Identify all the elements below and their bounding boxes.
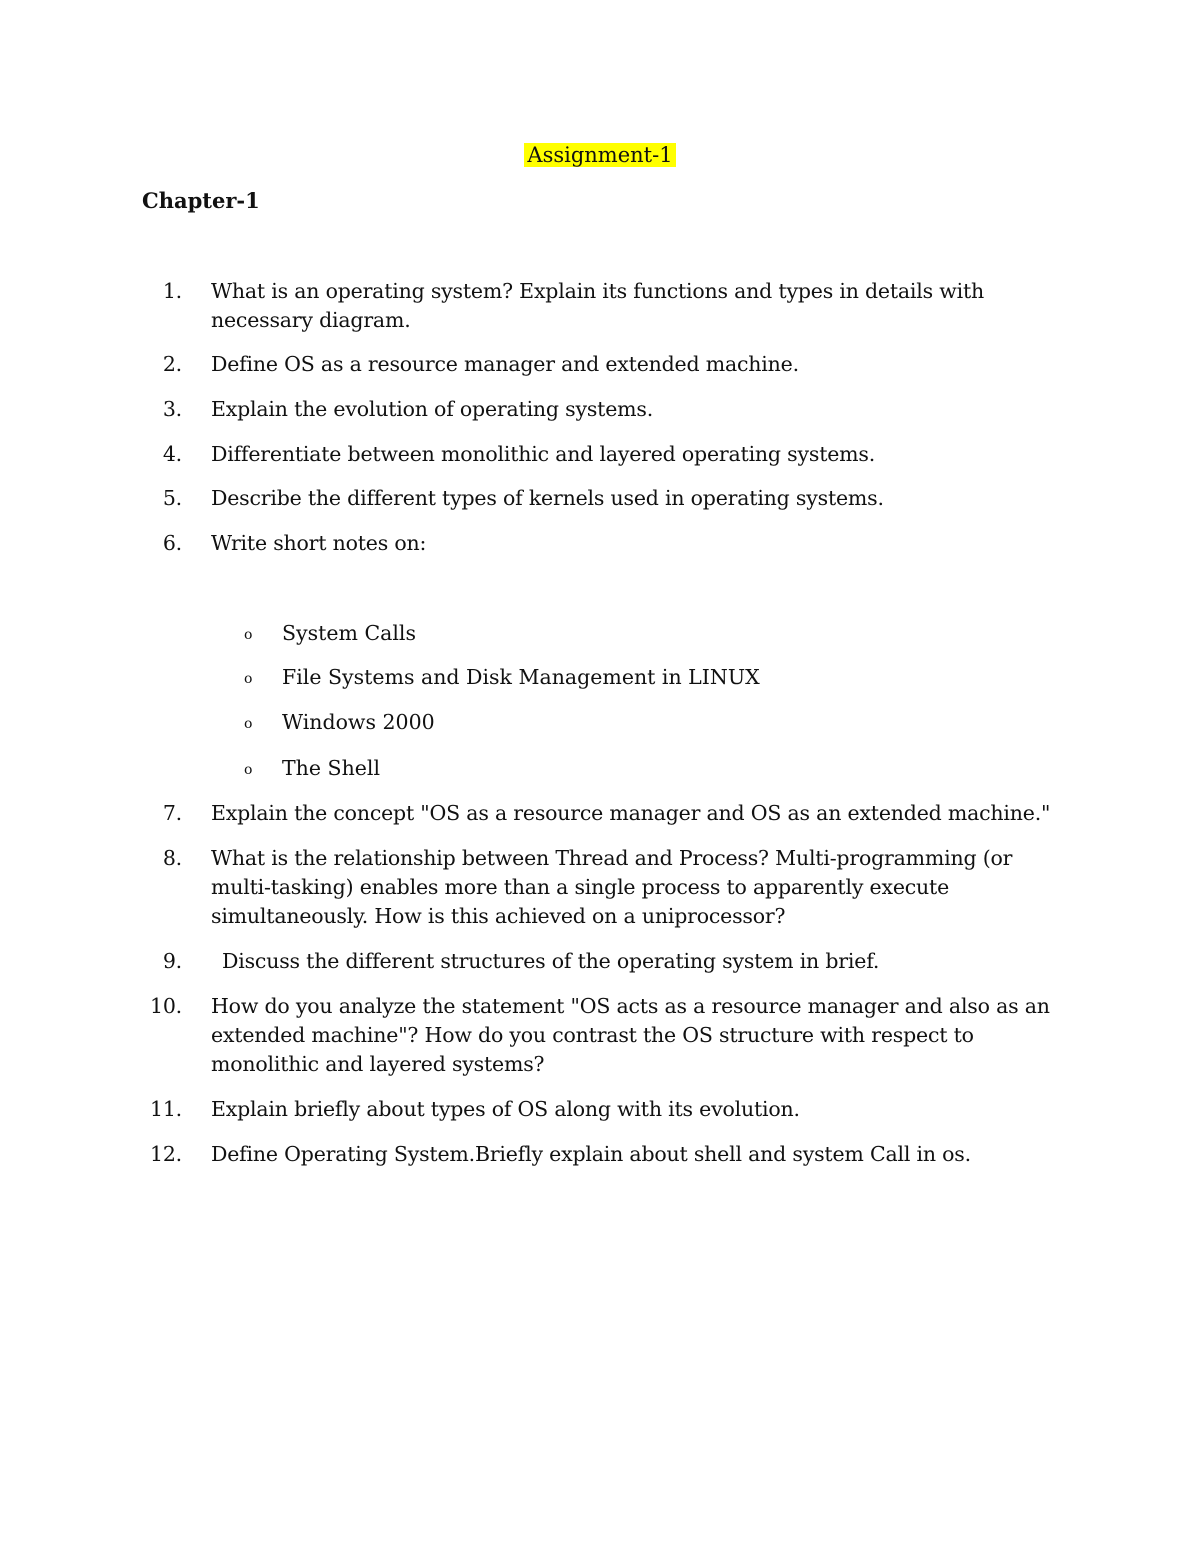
assignment-title-highlight: Assignment-1 bbox=[524, 143, 675, 167]
question-text: What is an operating system? Explain its functions and types in details with necessary diagram. bbox=[211, 279, 985, 332]
question-number: 2. bbox=[162, 352, 182, 376]
question-text: Explain the concept "OS as a resource manager and OS as an extended machine." bbox=[211, 801, 1051, 825]
question-text: Describe the different types of kernels used in operating systems. bbox=[211, 486, 884, 510]
question-number: 1. bbox=[162, 279, 182, 303]
question-number: 8. bbox=[162, 846, 182, 870]
question-number: 7. bbox=[162, 801, 182, 825]
question-number: 12. bbox=[149, 1142, 182, 1166]
chapter-heading: Chapter-1 bbox=[142, 188, 260, 213]
question-text: Explain the evolution of operating systems. bbox=[211, 397, 654, 421]
question-text: Discuss the different structures of the operating system in brief. bbox=[222, 949, 880, 973]
question-text: How do you analyze the statement "OS acts as a resource manager and also as an extended machine"? How do you contrast the OS structure with respect to monolithic and layered systems? bbox=[211, 994, 1050, 1076]
short-note-text: System Calls bbox=[282, 621, 417, 645]
question-number: 6. bbox=[162, 531, 182, 555]
question-number: 5. bbox=[162, 486, 182, 510]
bullet-marker: o bbox=[244, 716, 253, 732]
short-note-text: File Systems and Disk Management in LINUX bbox=[282, 665, 760, 689]
question-text: Define OS as a resource manager and extended machine. bbox=[211, 352, 799, 376]
question-text: Explain briefly about types of OS along with its evolution. bbox=[211, 1097, 800, 1121]
short-note-text: Windows 2000 bbox=[282, 710, 435, 734]
question-text: Write short notes on: bbox=[211, 531, 427, 555]
bullet-marker: o bbox=[244, 671, 253, 687]
question-number: 3. bbox=[162, 397, 182, 421]
bullet-marker: o bbox=[244, 762, 253, 778]
bullet-marker: o bbox=[244, 627, 253, 643]
question-text: What is the relationship between Thread and Process? Multi-programming (or multi-tasking) enables more than a single process to apparently execute simultaneously. How is this achieved on a uniprocessor? bbox=[211, 846, 1013, 928]
question-number: 4. bbox=[162, 442, 182, 466]
short-note-text: The Shell bbox=[282, 756, 381, 780]
question-number: 9. bbox=[162, 949, 182, 973]
question-number: 11. bbox=[149, 1097, 182, 1121]
question-text: Differentiate between monolithic and layered operating systems. bbox=[211, 442, 876, 466]
assignment-title bbox=[0, 141, 1200, 169]
question-number: 10. bbox=[149, 994, 182, 1018]
question-text: Define Operating System.Briefly explain about shell and system Call in os. bbox=[211, 1142, 971, 1166]
